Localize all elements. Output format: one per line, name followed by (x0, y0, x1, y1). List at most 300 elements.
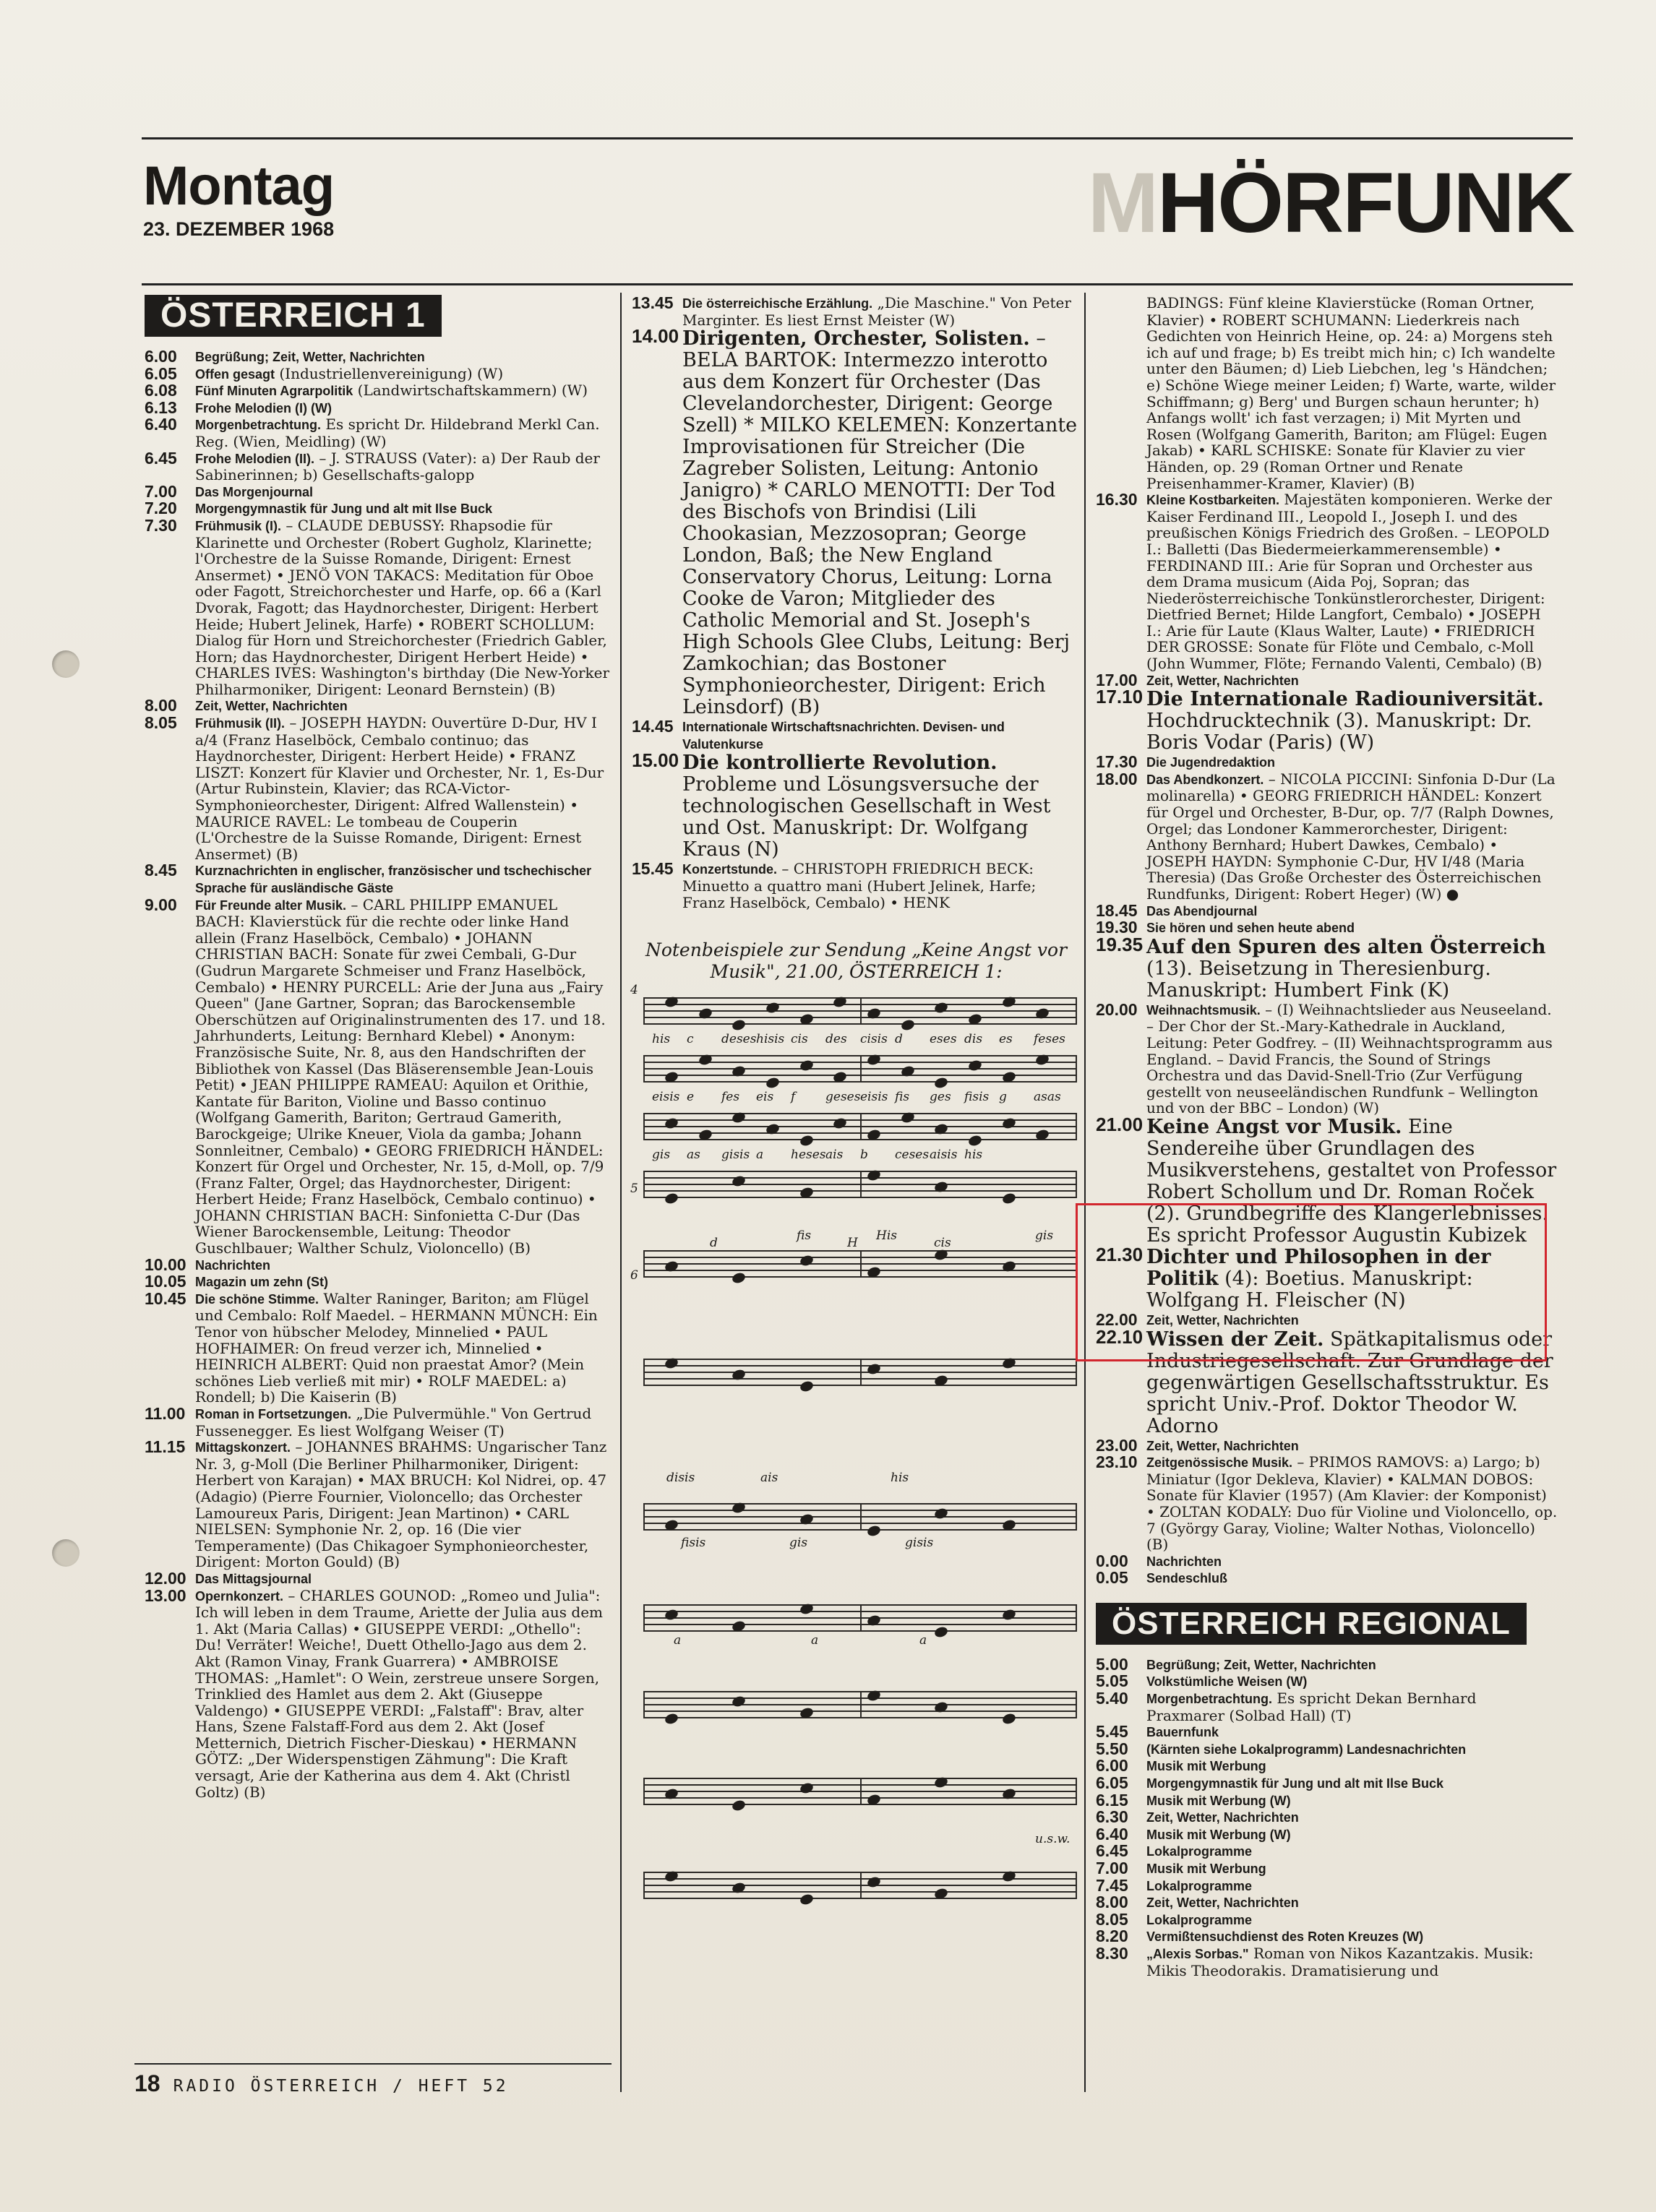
program-time: 11.00 (145, 1404, 186, 1423)
program-body (1146, 1570, 1558, 1587)
score-mark: gisis (905, 1536, 934, 1550)
program-time: 5.40 (1096, 1689, 1128, 1708)
program-time: 13.00 (145, 1585, 186, 1605)
program-title: Morgengymnastik für Jung und alt mit Ilse Buck (195, 502, 493, 517)
program-time: 17.30 (1096, 752, 1138, 772)
note-label: ceses (895, 1148, 930, 1162)
program-entry (1096, 754, 1558, 771)
program-body (1146, 1673, 1558, 1690)
program-description: Eine Sendereihe über Grundlagen des Musikverstehens, gestaltet von Professor Robert Schollum und Dr. Roman Roček (2). Grundbegriffe des Klangerlebnisses. Es spricht Professor Augustin Kubizek (1146, 1115, 1557, 1247)
program-body (1146, 1860, 1558, 1877)
note-label: c (687, 1032, 694, 1046)
score-mark: 4 (630, 983, 638, 997)
program-body (1146, 754, 1558, 771)
program-title: Kurznachrichten in englischer, französischer und tschechischer Sprache für ausländische Gäste (195, 864, 592, 895)
program-entry (632, 718, 1078, 752)
barline (860, 1604, 862, 1632)
program-entry (145, 1570, 611, 1588)
barline (860, 1503, 862, 1531)
footer-rule (134, 2063, 612, 2065)
program-entry (145, 1439, 611, 1570)
program-body (195, 697, 611, 715)
note-label: aisis (930, 1148, 958, 1162)
program-title: Auf den Spuren des alten Österreich (1146, 935, 1546, 958)
program-title: Die österreichische Erzählung. (682, 296, 873, 311)
program-description: (Landwirtschaftskammern) (W) (357, 382, 588, 400)
program-entry (1096, 1690, 1558, 1723)
program-title: Opernkonzert. (195, 1588, 284, 1604)
program-entry (1096, 1454, 1558, 1553)
program-time: 15.00 (632, 749, 679, 772)
program-body (682, 295, 1078, 328)
program-entry (1096, 1928, 1558, 1945)
note-head (934, 1625, 949, 1638)
program-time: 5.50 (1096, 1739, 1128, 1758)
program-title: Die Jugendredaktion (1146, 755, 1276, 770)
program-time: 5.00 (1096, 1654, 1128, 1674)
program-time: 15.45 (632, 859, 674, 879)
program-title: Frohe Melodien (II). (195, 451, 314, 466)
program-body (1146, 1843, 1558, 1860)
program-time: 6.05 (145, 363, 177, 383)
barline (643, 1503, 645, 1531)
program-time: 20.00 (1096, 999, 1138, 1019)
note-label: ges (930, 1090, 951, 1104)
note-label: geses (825, 1090, 861, 1104)
staff (643, 1171, 1077, 1200)
program-time: 14.00 (632, 325, 679, 348)
program-title: Roman in Fortsetzungen. (195, 1407, 351, 1421)
score-caption: Notenbeispiele zur Sendung „Keine Angst vor Musik", 21.00, ÖSTERREICH 1: (645, 939, 1068, 982)
note-label: b (860, 1148, 868, 1162)
barline (860, 1250, 862, 1278)
program-entry (1096, 900, 1558, 920)
note-head (900, 1018, 915, 1031)
station-heading: ÖSTERREICH REGIONAL (1096, 1603, 1527, 1645)
program-description: „Die Pulvermühle." Von Gertrud Fussenegger. Es liest Wolfgang Weiser (T) (195, 1405, 592, 1439)
score-mark: ais (760, 1471, 778, 1485)
program-time: 21.30 (1096, 1243, 1144, 1265)
note-label: eses (930, 1032, 957, 1046)
program-entry (1096, 1553, 1558, 1570)
program-title: Zeit, Wetter, Nachrichten (195, 699, 348, 714)
note-head (664, 1712, 679, 1725)
program-title: Das Morgenjournal (195, 484, 314, 499)
program-time: 8.00 (1096, 1893, 1128, 1912)
program-entry (145, 483, 611, 501)
note-label: cis (791, 1032, 808, 1046)
program-time: 17.10 (1096, 686, 1144, 708)
program-body (682, 718, 1078, 752)
program-entry (145, 348, 611, 366)
program-title: Musik mit Werbung (1146, 1862, 1266, 1876)
program-body (1146, 1690, 1558, 1723)
program-time: 7.00 (145, 481, 177, 501)
barline (860, 1872, 862, 1899)
program-entry (1096, 1877, 1558, 1895)
program-entry (1096, 1860, 1558, 1877)
note-label: eis (756, 1090, 774, 1104)
program-entry (1096, 1570, 1558, 1587)
staff (643, 1872, 1077, 1901)
program-entry (1096, 686, 1558, 754)
note-head (732, 1018, 747, 1031)
program-entry (1096, 1843, 1558, 1860)
program-title: Dirigenten, Orchester, Solisten. (682, 327, 1030, 350)
program-title: Nachrichten (195, 1257, 271, 1273)
note-head (799, 1380, 814, 1393)
program-description: Es spricht Dekan Bernhard Praxmarer (Solbad Hall) (T) (1146, 1690, 1477, 1724)
note-label: eisis (860, 1090, 888, 1104)
program-description: – (I) Weihnachtslieder aus Neuseeland. – Der Chor der St.-Mary-Kathedrale in Auckland, Leitung: Peter Godfrey. – (II) Weihnachtsprogramm aus England. – David Francis, the Sound of Strings Orchestra und das David-Snell-Trio (Zur Verfügung gestellt von neuseeländischen Rundfunk – Wellington und von der BBC – London) (W) (1146, 1000, 1553, 1117)
program-list (1096, 295, 1558, 1587)
note-head (1001, 1192, 1016, 1205)
barline (860, 997, 862, 1025)
section-title (1087, 155, 1574, 251)
program-time: 16.30 (1096, 490, 1138, 509)
program-time: 6.00 (1096, 1756, 1128, 1776)
program-time: 0.00 (1096, 1551, 1128, 1570)
program-description: (Industriellenvereinigung) (W) (279, 364, 504, 382)
barline (1076, 1691, 1077, 1718)
program-time: 12.00 (145, 1568, 186, 1588)
program-title: Morgenbetrachtung. (195, 418, 321, 433)
program-entry (1096, 1826, 1558, 1843)
program-time: 10.00 (145, 1255, 186, 1274)
score-mark: a (811, 1633, 819, 1648)
program-title: Bauernfunk (1146, 1725, 1219, 1740)
program-time: 6.13 (145, 397, 177, 417)
barline (643, 1359, 645, 1386)
program-title: Sie hören und sehen heute abend (1146, 921, 1355, 936)
program-title: Nachrichten (1146, 1554, 1222, 1569)
score-mark: 6 (630, 1268, 638, 1283)
program-title: Frohe Melodien (I) (W) (195, 400, 332, 416)
program-description: Es spricht Dr. Hildebrand Merkl Can. Reg. (Wien, Meidling) (W) (195, 416, 600, 450)
program-title: Mittagskonzert. (195, 1440, 291, 1455)
program-body (195, 366, 611, 383)
program-entry (632, 325, 1078, 719)
program-time: 0.05 (1096, 1568, 1128, 1588)
section-ghost-letter: M (1087, 155, 1158, 251)
program-title: Morgengymnastik für Jung und alt mit Ilse Buck (1146, 1776, 1444, 1791)
program-body (195, 1588, 611, 1801)
program-description: Walter Raninger, Bariton; am Flügel und Cembalo: Rolf Maedel. – HERMANN MÜNCH: Ein Tenor von hübscher Melodey, Minnelied • PAUL HOFHAIMER: On freud verzer ich, Minnelied • HEINRICH ALBERT: Quid non praestat Amor? (Mein schönes Lieb verließ mit mir) • ROLF MAEDEL: a) Rondell; b) Die Kaiserin (B) (195, 1289, 598, 1406)
barline (643, 1171, 645, 1198)
note-label: g (999, 1090, 1007, 1104)
program-body (195, 1257, 611, 1274)
staff (643, 1691, 1077, 1720)
program-time: 13.45 (632, 293, 674, 312)
program-title: Vermißtensuchdienst des Roten Kreuzes (W) (1146, 1929, 1424, 1945)
program-time: 8.30 (1096, 1943, 1128, 1963)
program-title: Frühmusik (I). (195, 518, 282, 533)
barline (1076, 1171, 1077, 1198)
footer (134, 2070, 509, 2097)
program-time: 7.45 (1096, 1875, 1128, 1895)
note-head (732, 1799, 747, 1812)
program-body (1146, 1945, 1558, 1979)
program-entry (1096, 1673, 1558, 1690)
note-label: his (964, 1148, 983, 1162)
column-2 (632, 295, 1078, 911)
program-entry (632, 295, 1078, 328)
program-entry (1096, 1809, 1558, 1826)
program-title: Das Abendjournal (1146, 903, 1258, 918)
barline (643, 1872, 645, 1899)
score-mark: gis (789, 1536, 808, 1550)
program-entry (1096, 999, 1558, 1117)
program-body (195, 400, 611, 417)
program-title: Die Internationale Radiouniversität. (1146, 688, 1544, 711)
note-label: dis (964, 1032, 983, 1046)
barline (860, 1055, 862, 1083)
program-entry (1096, 1945, 1558, 1979)
program-body (1146, 1723, 1558, 1741)
program-description: Probleme und Lösungsversuche der technologischen Gesellschaft in West und Ost. Manuskript: Dr. Wolfgang Kraus (N) (682, 773, 1051, 861)
date-line: 23. DEZEMBER 1968 (143, 218, 335, 240)
program-title: Zeitgenössische Musik. (1146, 1455, 1293, 1471)
note-label: fisis (964, 1090, 990, 1104)
program-body (195, 348, 611, 366)
program-title: Zeit, Wetter, Nachrichten (1146, 1312, 1299, 1327)
program-body (195, 715, 611, 862)
program-time: 8.00 (145, 696, 177, 715)
regional-program-list (1096, 1656, 1558, 1979)
program-description: – JOHANNES BRAHMS: Ungarischer Tanz Nr. 3, g-Moll (Die Berliner Philharmoniker, Dirigent: Herbert von Karajan) • MAX BRUCH: Kol Nidrei, op. 47 (Adagio) (Pierre Fournier, Violoncello; das Orchester Lamoureux Paris, Dirigent: Jean Martinon) • CARL NIELSEN: Symphonie Nr. 2, op. 16 (Die vier Temperamente) (Das Chikagoer Symphonieorchester, Dirigent: Morton Gould) (B) (195, 1438, 607, 1571)
program-title: Fünf Minuten Agrarpolitik (195, 384, 353, 399)
barline (1076, 1872, 1077, 1899)
note-head (799, 1893, 814, 1906)
program-title: Zeit, Wetter, Nachrichten (1146, 1810, 1299, 1825)
score-mark: a (919, 1633, 927, 1648)
program-time: 22.00 (1096, 1309, 1138, 1329)
note-head (967, 1134, 982, 1147)
barline (643, 1055, 645, 1083)
program-title: Musik mit Werbung (1146, 1759, 1266, 1774)
program-title: Sendeschluß (1146, 1571, 1228, 1586)
program-entry (1096, 919, 1558, 937)
program-entry (1096, 933, 1558, 1002)
program-body (195, 450, 611, 483)
program-entry (145, 862, 611, 896)
barline (643, 1778, 645, 1805)
program-time: 22.10 (1096, 1325, 1144, 1348)
staff (643, 1250, 1077, 1279)
program-entry (145, 1257, 611, 1274)
program-body (682, 752, 1078, 861)
program-title: Frühmusik (II). (195, 716, 286, 731)
program-description: BADINGS: Fünf kleine Klavierstücke (Roman Ortner, Klavier) • ROBERT SCHUMANN: Liederkreis nach Gedichten von Heinrich Heine, op. 24: a) Morgens steh ich auf und frage; b) Es treibt mich hin; c) Ich wandelte unter den Bäumen; d) Lieb Liebchen, leg 's Händchen; e) Schöne Wiege meiner Leiden; f) Warte, warte, wilder Schiffmann; g) Berg' und Burgen schaun herunter; h) Anfangs wollt' ich fast verzagen; i) Mit Myrten und Rosen (Wolfgang Gamerith, Bariton; am Flügel: Eugen Jakab) • KARL SCHISKE: Sonate für Klavier zu vier Händen, op. 29 (Roman Ortner und Renate Preisenhammer-Kramer, Klavier) (B) (1146, 294, 1556, 492)
program-title: Wissen der Zeit. (1146, 1327, 1324, 1351)
note-label: e (687, 1090, 695, 1104)
program-entry (1096, 1911, 1558, 1929)
program-time: 21.00 (1096, 1113, 1144, 1135)
score-mark: fisis (681, 1536, 706, 1550)
note-head (765, 1076, 780, 1089)
program-entry (145, 1288, 611, 1406)
staff (643, 1604, 1077, 1633)
barline (860, 1171, 862, 1198)
barline (860, 1778, 862, 1805)
program-title: Magazin um zehn (St) (195, 1275, 328, 1290)
program-title: Begrüßung; Zeit, Wetter, Nachrichten (195, 350, 425, 364)
program-title: Zeit, Wetter, Nachrichten (1146, 1438, 1299, 1453)
note-label: deses (721, 1032, 757, 1046)
note-label: as (687, 1148, 700, 1162)
footer-text: RADIO ÖSTERREICH / HEFT 52 (173, 2077, 509, 2096)
program-time: 6.30 (1096, 1807, 1128, 1827)
note-label: gisis (721, 1148, 750, 1162)
program-body (1146, 672, 1558, 689)
program-entry (1096, 771, 1558, 903)
program-body (195, 1273, 611, 1291)
program-entry (632, 749, 1078, 861)
program-title: Volkstümliche Weisen (W) (1146, 1674, 1308, 1690)
program-body (1146, 1437, 1558, 1455)
program-title: Morgenbetrachtung. (1146, 1692, 1272, 1707)
program-entry (1096, 1741, 1558, 1758)
program-time: 6.15 (1096, 1790, 1128, 1809)
score-mark: disis (666, 1471, 695, 1485)
staff (643, 1503, 1077, 1532)
score-mark: u.s.w. (1035, 1832, 1071, 1846)
program-title: Begrüßung; Zeit, Wetter, Nachrichten (1146, 1657, 1376, 1672)
header-rule (142, 283, 1573, 285)
program-entry (1096, 1894, 1558, 1911)
barline (1076, 997, 1077, 1025)
program-body (1146, 1792, 1558, 1809)
program-body (195, 483, 611, 501)
program-time: 8.20 (1096, 1927, 1128, 1946)
program-body (1146, 295, 1558, 491)
program-body (1146, 689, 1558, 754)
music-score-figure (630, 939, 1082, 2096)
note-label: des (825, 1032, 847, 1046)
top-rule (142, 137, 1573, 139)
barline (1076, 1604, 1077, 1632)
program-body (1146, 1911, 1558, 1929)
program-description: Hochdrucktechnik (3). Manuskript: Dr. Boris Vodar (Paris) (W) (1146, 710, 1532, 754)
note-label: cisis (860, 1032, 888, 1046)
program-title: Offen gesagt (195, 366, 275, 382)
program-title: Die kontrollierte Revolution. (682, 752, 998, 775)
program-title: Musik mit Werbung (W) (1146, 1793, 1291, 1808)
program-time: 14.45 (632, 717, 674, 736)
program-body (1146, 1826, 1558, 1843)
barline (643, 997, 645, 1025)
program-body (1146, 1553, 1558, 1570)
program-entry (1096, 1437, 1558, 1455)
program-body (1146, 1928, 1558, 1945)
program-entry (145, 1406, 611, 1439)
score-mark: 5 (630, 1182, 638, 1196)
program-title: Das Mittagsjournal (195, 1571, 312, 1586)
program-entry (145, 450, 611, 483)
program-title: Dichter und Philosophen in der Politik (1146, 1245, 1491, 1290)
program-time: 10.45 (145, 1288, 186, 1308)
program-time: 6.40 (1096, 1824, 1128, 1843)
station-heading: ÖSTERREICH 1 (145, 295, 442, 337)
program-description: – CLAUDE DEBUSSY: Rhapsodie für Klarinette und Orchester (Robert Gugholz, Klarinette; l'Orchestre de la Suisse Romande, Dirigent: Ernest Ansermet) • JENÖ VON TAKACS: Meditation für Oboe oder Fagott, Streichorchester und Harfe, op. 66 a (Karl Dvorak, Fagott; das Haydnorchester, Dirigent: Herbert Heide; Hubert Jelinek, Harfe) • ROBERT SCHOLLUM: Dialog für Horn und Streichorchester (Friedrich Gabler, Horn; das Haydnorchester, Dirigent Herbert Heide) • CHARLES IVES: Washington's birthday (Die New-Yorker Philharmoniker, Dirigent: Leonard Bernstein) (B) (195, 516, 610, 698)
program-title: Lokalprogramme (1146, 1912, 1253, 1927)
staff (643, 1359, 1077, 1387)
program-body (195, 1406, 611, 1439)
program-body (195, 382, 611, 400)
program-time: 7.00 (1096, 1859, 1128, 1877)
program-description: (13). Beisetzung in Theresienburg. Manuskript: Humbert Fink (K) (1146, 957, 1491, 1002)
page-number: 18 (134, 2070, 160, 2096)
program-body (195, 1439, 611, 1570)
program-title: Das Abendkonzert. (1146, 772, 1264, 787)
score-mark: cis (934, 1236, 951, 1250)
program-title: Lokalprogramme (1146, 1878, 1253, 1893)
program-body (1146, 491, 1558, 672)
program-entry (145, 363, 611, 383)
program-time: 6.05 (1096, 1773, 1128, 1793)
program-body (195, 1570, 611, 1588)
program-title: „Alexis Sorbas." (1146, 1946, 1249, 1961)
column-oesterreich-1 (145, 295, 611, 1800)
program-body (682, 328, 1078, 718)
note-label: d (895, 1032, 903, 1046)
program-time: 7.30 (145, 515, 177, 535)
note-head (664, 1192, 679, 1205)
program-title: Keine Angst vor Musik. (1146, 1115, 1402, 1138)
program-entry (145, 517, 611, 698)
program-title: Konzertstunde. (682, 862, 778, 877)
program-body (1146, 1775, 1558, 1792)
program-title: Weihnachtsmusik. (1146, 1002, 1261, 1017)
program-body (1146, 1757, 1558, 1775)
program-entry (1096, 672, 1558, 689)
program-title: Zeit, Wetter, Nachrichten (1146, 1895, 1299, 1911)
section-name: HÖRFUNK (1157, 155, 1574, 251)
program-description: – CARL PHILIPP EMANUEL BACH: Klavierstück für die rechte oder linke Hand allein (Franz Haselböck, Cembalo) • JOHANN CHRISTIAN BACH: Sonate für zwei Cembali, G-Dur (Gudrun Margarete Schmeiser und Franz Haselböck, Cembalo) • HENRY PURCELL: Arie der Juna aus „Fairy Queen" (Jane Gartner, Sopran; das Barockensemble Oberschützen auf Originalinstrumenten des 17. und 18. Jahrhunderts, Leitung: Bernhard Klebel) • Anonym: Französische Suite, Nr. 8, aus den Handschriften der Bibliothek von Kassel (Das Bläserensemble Jean-Louis Petit) • JEAN PHILIPPE RAMEAU: Aquilon et Orithie, Kantate für Bariton, Violine und Basso continuo (Wolfgang Gamerith, Bariton; Gertraud Gamerith, Barockgeige; Ulrike Kneuer, Viola da gamba; Johann Sonnleitner, Cembalo) • GEORG FRIEDRICH HÄNDEL: Konzert für Orgel und Orchester, Nr. 15, d-Moll, op. 7/9 (Franz Falter, Orgel; das Haydnorchester, Dirigent: Herbert Heide; Franz Haselböck, Cembalo continuo) • JOHANN CHRISTIAN BACH: Sinfonietta C-Dur (Das Wiener Barockensemble, Leitung: Theodor Guschlbauer; Walther Schulz, Violoncello) (B) (195, 895, 606, 1257)
program-entry (1096, 1792, 1558, 1809)
barline (1076, 1055, 1077, 1083)
program-entry (1096, 295, 1558, 491)
barline (1076, 1778, 1077, 1805)
note-label: asas (1034, 1090, 1061, 1104)
program-description: – NICOLA PICCINI: Sinfonia D-Dur (La molinarella) • GEORG FRIEDRICH HÄNDEL: Konzert für Orgel und Orchester, B-Dur, op. 7/7 (Ralph Downes, Orgel; das Londoner Kammerorchester, Dirigent: Anthony Bernhard; Hubert Dawkes, Cembalo) • JOSEPH HAYDN: Symphonie C-Dur, HV I/48 (Maria Theresia) (Das Große Orchester des Österreichischen Rundfunks, Dirigent: Robert Heger) (W) ● (1146, 770, 1556, 903)
note-label: gis (652, 1148, 671, 1162)
note-label: f (791, 1090, 796, 1104)
score-mark: d (710, 1236, 718, 1250)
program-description: (4): Boetius. Manuskript: Wolfgang H. Fleischer (N) (1146, 1267, 1473, 1312)
program-time: 6.45 (1096, 1841, 1128, 1861)
note-label: eisis (652, 1090, 680, 1104)
program-entry (145, 397, 611, 417)
barline (643, 1113, 645, 1140)
program-title: Kleine Kostbarkeiten. (1146, 493, 1280, 508)
program-time: 19.35 (1096, 933, 1144, 955)
column-rule (620, 293, 622, 2092)
program-title: Lokalprogramme (1146, 1844, 1253, 1859)
note-label: fes (721, 1090, 740, 1104)
note-label: his (652, 1032, 671, 1046)
program-description: Majestäten komponieren. Werke der Kaiser Ferdinand III., Leopold I., Joseph I. und des preußischen Königs Friedrich des Großen. – LEOPOLD I.: Balletti (Das Biedermeierkammerensemble) • FERDINAND III.: Arie für Sopran und Orchester aus dem Drama musicum (Aida Poj, Sopran; das Niederösterreichische Tonkünstlerorchester, Dirigent: Dietfried Bernet; Hilde Langfort, Cembalo) • JOSEPH I.: Arie für Laute (Klaus Walter, Laute) • FRIEDRICH DER GROSSE: Sonate für Flöte und Cembalo, c-Moll (John Wummer, Flöte; Fernando Valenti, Cembalo) (B) (1146, 491, 1553, 673)
program-description: – BELA BARTOK: Intermezzo interotto aus dem Konzert für Orchester (Das Clevelandorchester, Dirigent: George Szell) * MILKO KELEMEN: Konzertante Improvisationen für Streicher (Die Zagreber Solisten, Leitung: Antonio Janigro) * CARLO MENOTTI: Der Tod des Bischofs von Brindisi (Lili Chookasian, Mezzosopran; George London, Baß; the New England Conservatory Chorus, Leitung: Lorna Cooke de Varon; Mitglieder des Catholic Memorial and St. Joseph's High Schools Glee Clubs, Leitung: Berj Zamkochian; das Bostoner Symphonieorchester, Dirigent: Erich Leinsdorf) (B) (682, 327, 1078, 719)
program-entry (632, 861, 1078, 911)
program-title: Musik mit Werbung (W) (1146, 1827, 1291, 1842)
staff (643, 1113, 1077, 1142)
program-time: 6.00 (145, 347, 177, 366)
score-mark: H (847, 1236, 858, 1250)
program-body (1146, 903, 1558, 920)
barline (860, 1691, 862, 1718)
note-head (732, 1271, 747, 1284)
